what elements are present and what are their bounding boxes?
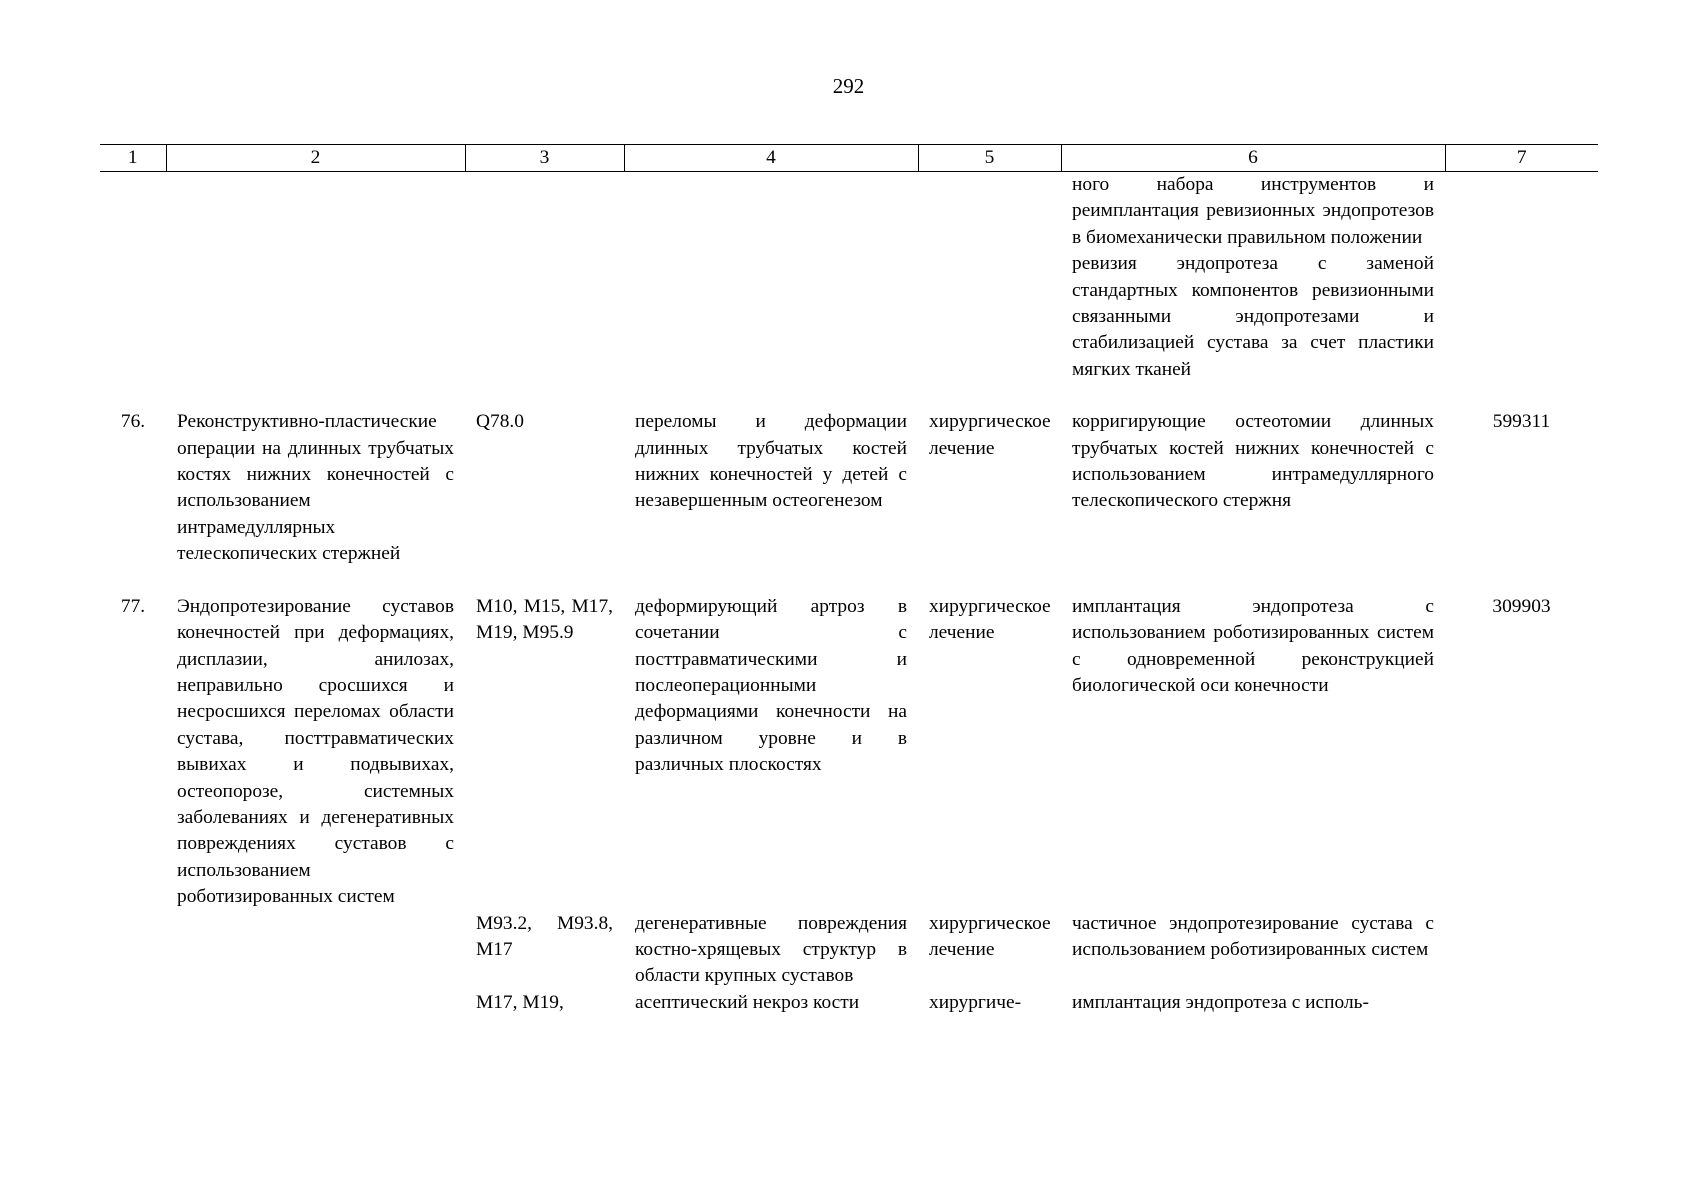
- row-number: 77.: [120, 595, 146, 617]
- row-number: [100, 990, 166, 1016]
- price-value: [1445, 990, 1598, 1016]
- diagnosis-codes: M93.2, M93.8, M17: [476, 912, 613, 960]
- diagnosis-codes: M10, M15, M17, M19, M95.9: [476, 595, 613, 644]
- continuation-row: [100, 172, 1598, 384]
- table-row: [100, 594, 1598, 911]
- price-value: 309903: [1492, 595, 1551, 617]
- column-header-1: 1: [100, 145, 166, 172]
- column-number-header-row: [100, 145, 1598, 172]
- price-value: 599311: [1492, 411, 1551, 433]
- column-header-7: 7: [1445, 145, 1598, 172]
- continuation-method-text: ного набора инструментов и реимплантация ревизионных эндопротезов в биомеханически правильном положении: [1072, 174, 1434, 248]
- treatment-type: хирургическое лечение: [929, 912, 1051, 960]
- column-header-3: 3: [465, 145, 624, 172]
- procedure-name: [166, 990, 465, 1016]
- condition-description: асептический некроз кости: [635, 991, 860, 1013]
- treatment-type: хирургическое лечение: [929, 595, 1051, 644]
- column-header-5: 5: [918, 145, 1061, 172]
- page-number: 292: [832, 74, 865, 98]
- continuation-method-text-2: ревизия эндопротеза с заменой стандартных компонентов ревизионными связанными эндопротезами и стабилизацией сустава за счет пластики мягких тканей: [1072, 253, 1434, 380]
- procedure-name: Эндопротезирование суставов конечностей при деформациях, дисплазии, анилозах, неправильно сросшихся и несросшихся переломах области сустава, посттравматических вывихах и подвывихах, остеопорозе, системных заболеваниях и дегенеративных повреждениях суставов с использованием роботизированных систем: [177, 595, 454, 908]
- procedure-name: [166, 911, 465, 990]
- treatment-type: хирургическое лечение: [929, 411, 1051, 459]
- table-row: [100, 409, 1598, 567]
- medical-procedures-table: [100, 144, 1598, 1016]
- treatment-method: частичное эндопротезирование сустава с использованием роботизированных систем: [1072, 912, 1434, 960]
- table-row: [100, 990, 1598, 1016]
- continuation-method-cell: [1061, 172, 1445, 384]
- condition-description: деформирующий артроз в сочетании с посттравматическими и послеоперационными деформациями конечности на различном уровне и в различных плоскостях: [635, 595, 907, 776]
- condition-description: переломы и деформации длинных трубчатых костей нижних конечностей у детей с незавершенным остеогенезом: [635, 411, 907, 512]
- diagnosis-codes: Q78.0: [476, 411, 524, 433]
- treatment-type: хирургиче-: [929, 991, 1022, 1013]
- treatment-method: имплантация эндопротеза с исполь-: [1072, 991, 1369, 1013]
- diagnosis-codes: M17, M19,: [476, 991, 564, 1013]
- column-header-2: 2: [166, 145, 465, 172]
- procedure-name: Реконструктивно-пластические операции на длинных трубчатых костях нижних конечностей с использованием интрамедуллярных телескопических стержней: [177, 411, 454, 565]
- column-header-4: 4: [624, 145, 918, 172]
- table-row: [100, 911, 1598, 990]
- column-header-6: 6: [1061, 145, 1445, 172]
- price-value: [1445, 911, 1598, 990]
- condition-description: дегенеративные повреждения костно-хрящевых структур в области крупных суставов: [635, 912, 907, 987]
- treatment-method: корригирующие остеотомии длинных трубчатых костей нижних конечностей с использованием интрамедуллярного телескопического стержня: [1072, 411, 1434, 512]
- treatment-method: имплантация эндопротеза с использованием роботизированных систем с одновременной реконструкцией биологической оси конечности: [1072, 595, 1434, 696]
- row-number: [100, 911, 166, 990]
- row-number: 76.: [120, 411, 146, 433]
